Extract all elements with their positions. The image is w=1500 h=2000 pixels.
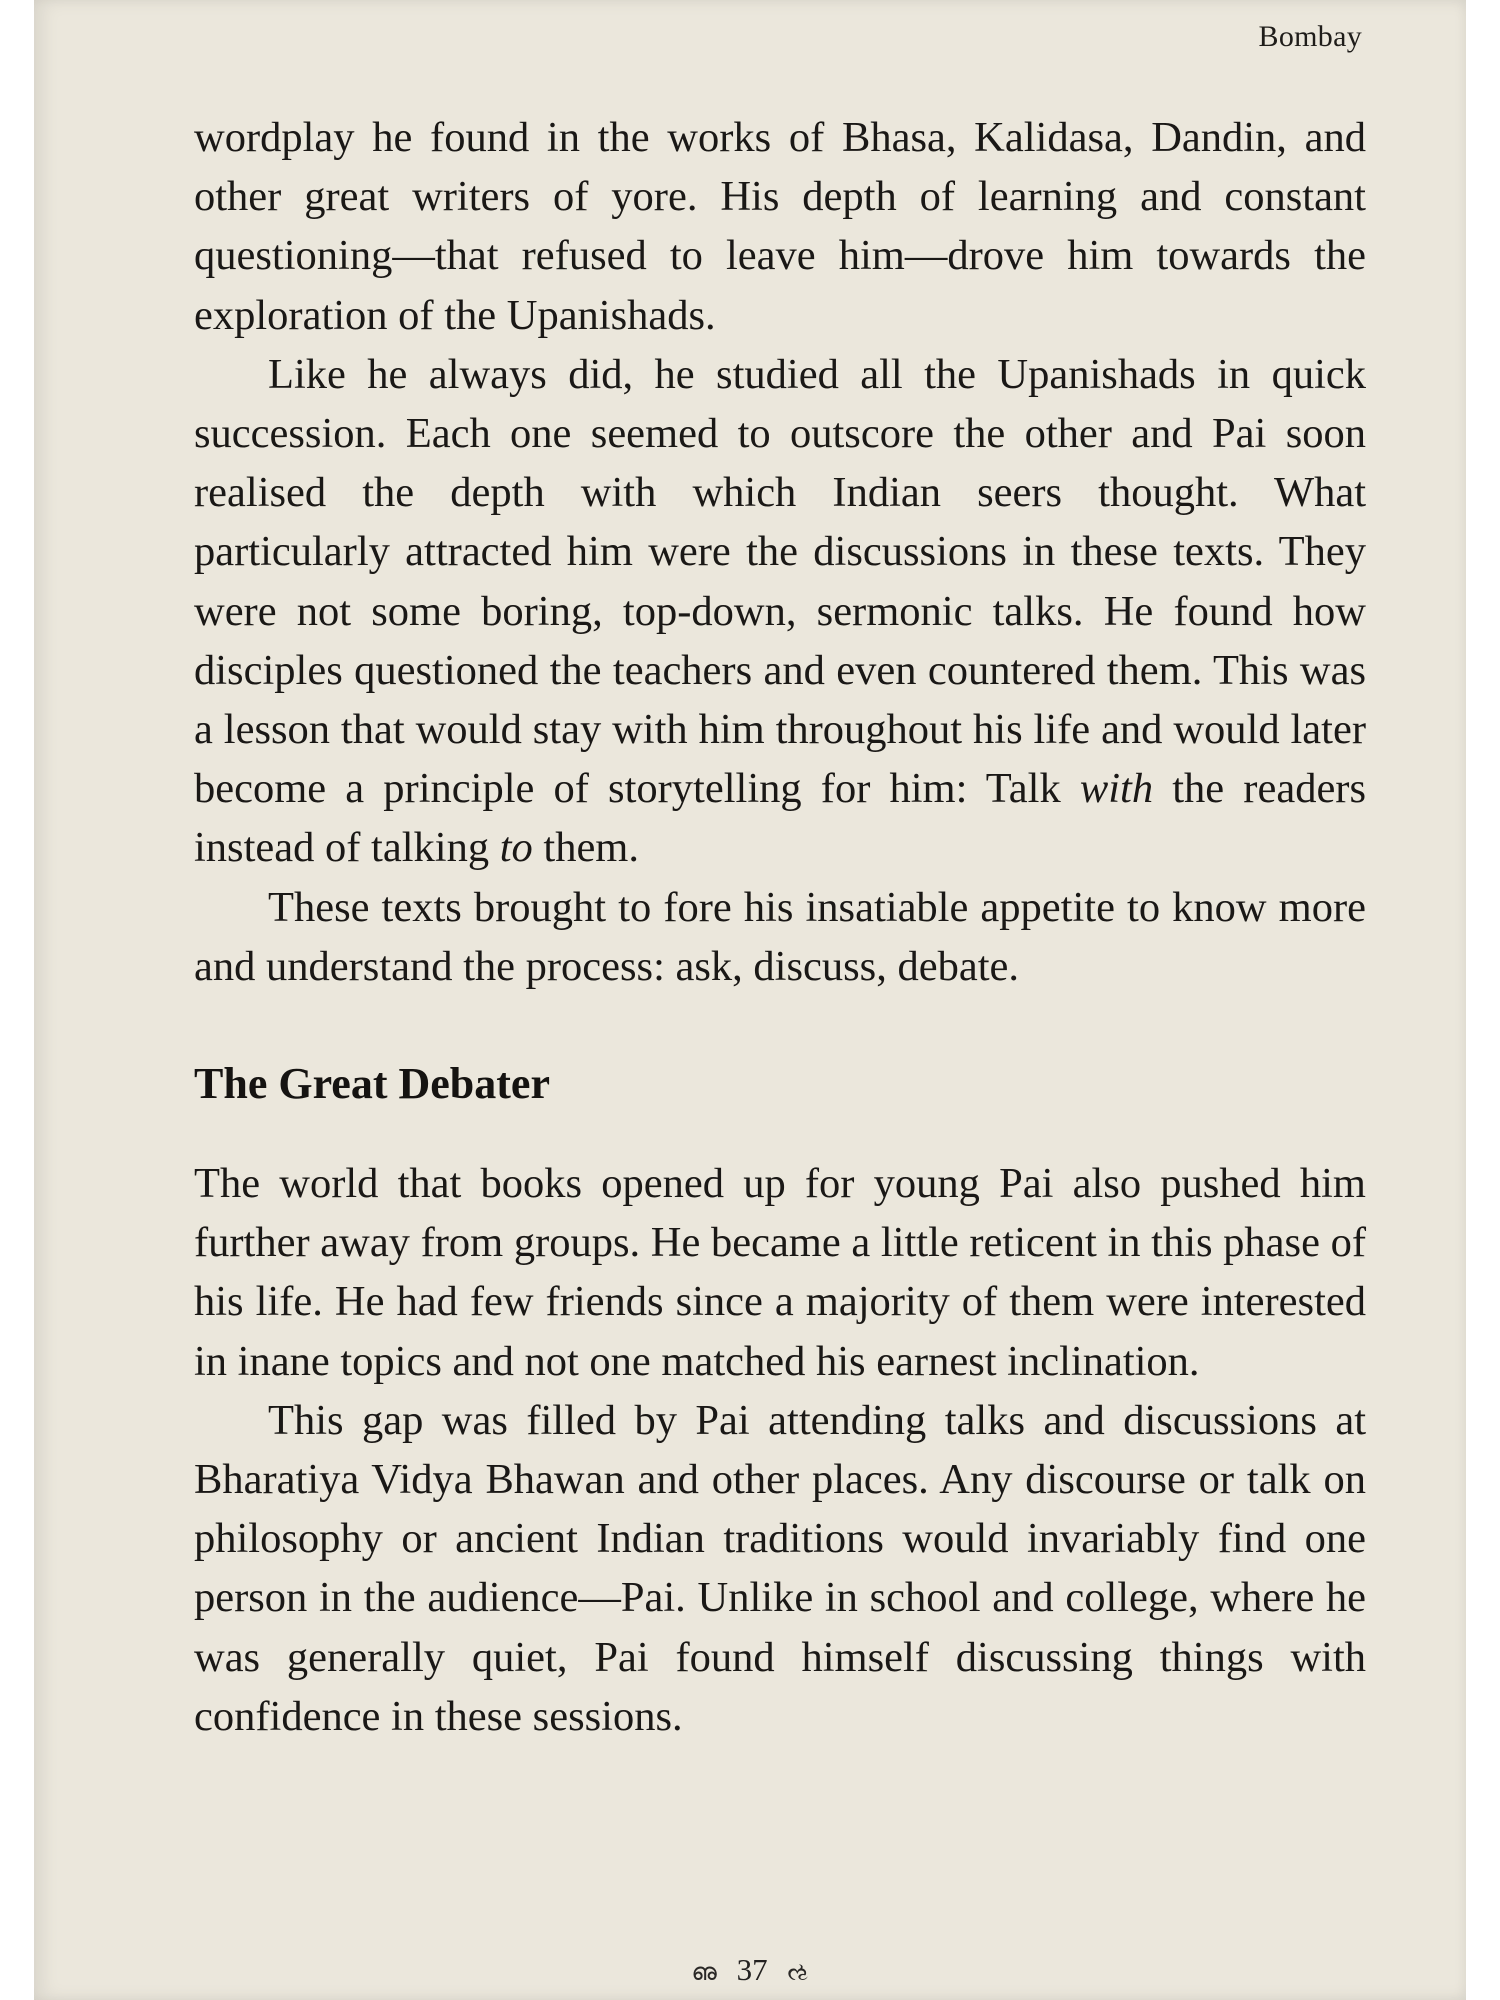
paragraph-2-part-3: them. xyxy=(532,824,639,872)
paragraph-2-part-2: the readers instead of talking xyxy=(194,765,1366,872)
page-folio xyxy=(0,1952,1500,1988)
paragraph-3: These texts brought to fore his insatiable appetite to know more and understand the process: ask, discuss, debate. xyxy=(194,883,1366,990)
book-page xyxy=(34,0,1466,2000)
body-text xyxy=(194,108,1366,1746)
folio-ornament-right-icon: ઌ xyxy=(787,1960,809,1986)
paragraph-2-emphasis-with: with xyxy=(1079,765,1154,813)
page-number: 37 xyxy=(736,1952,768,1987)
paragraph-2-emphasis-to: to xyxy=(499,824,533,872)
paragraph-4: The world that books opened up for young Pai also pushed him further away from groups. He became a little reticent in this phase of his life. He had few friends since a majority of them were interested in inane topics and not one matched his earnest inclination. xyxy=(194,1160,1366,1385)
paragraph-1: wordplay he found in the works of Bhasa, Kalidasa, Dandin, and other great writers of yore. His depth of learning and constant questioning—that refused to leave him—drove him towards the exploration of the Upanishads. xyxy=(194,114,1366,339)
section-heading: The Great Debater xyxy=(194,1059,550,1109)
paragraph-2 xyxy=(194,345,1366,878)
folio-ornament-left-icon: ഌ xyxy=(691,1960,717,1986)
running-head: Bombay xyxy=(1258,20,1362,53)
paragraph-2-part-1: Like he always did, he studied all the Upanishads in quick succession. Each one seemed to outscore the other and Pai soon realised the depth with which Indian seers thought. What particularly attracted him were the discussions in these texts. They were not some boring, top-down, sermonic talks. He found how disciples questioned the teachers and even countered them. This was a lesson that would stay with him throughout his life and would later become a principle of storytelling for him: Talk xyxy=(194,350,1366,813)
paragraph-5: This gap was filled by Pai attending talks and discussions at Bharatiya Vidya Bhawan and other places. Any discourse or talk on philosophy or ancient Indian traditions would invariably find one person in the audience—Pai. Unlike in school and college, where he was generally quiet, Pai found himself discussing things with confidence in these sessions. xyxy=(194,1396,1366,1740)
